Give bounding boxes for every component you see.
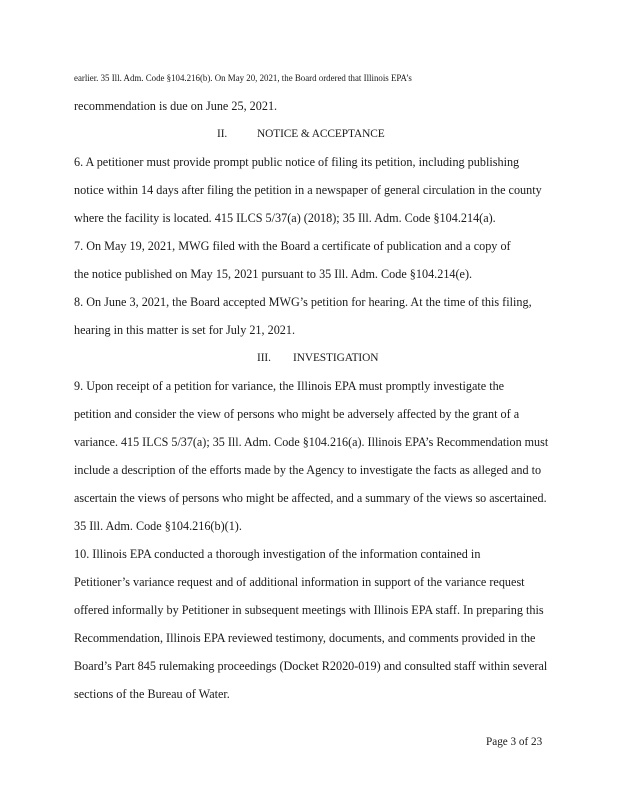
paragraph-line: 6. A petitioner must provide prompt public notice of filing its petition, including publishing <box>74 155 520 169</box>
paragraph-line: notice within 14 days after filing the petition in a newspaper of general circulation in the county <box>74 183 542 197</box>
paragraph-line: petition and consider the view of persons who might be adversely affected by the grant of a <box>74 407 520 421</box>
paragraph-line: 35 Ill. Adm. Code §104.216(b)(1). <box>74 519 242 533</box>
section-numeral: II. <box>217 128 228 140</box>
paragraph-line: ascertain the views of persons who might be affected, and a summary of the views so ascertained. <box>74 491 547 505</box>
paragraph-line: sections of the Bureau of Water. <box>74 687 230 701</box>
paragraph-line: the notice published on May 15, 2021 pursuant to 35 Ill. Adm. Code §104.214(e). <box>74 267 473 281</box>
section-heading-notice-acceptance <box>217 126 385 142</box>
paragraph-line: Board’s Part 845 rulemaking proceedings (Docket R2020-019) and consulted staff within several <box>74 659 548 673</box>
section-numeral: III. <box>257 352 271 364</box>
intro-line: earlier. 35 Ill. Adm. Code §104.216(b). On May 20, 2021, the Board ordered that Illinois EPA’s <box>74 73 412 83</box>
paragraph-line: include a description of the efforts made by the Agency to investigate the facts as alleged and to <box>74 463 542 477</box>
paragraph-line: Recommendation, Illinois EPA reviewed testimony, documents, and comments provided in the <box>74 631 536 645</box>
intro-line: recommendation is due on June 25, 2021. <box>74 99 278 113</box>
paragraph-line: hearing in this matter is set for July 21, 2021. <box>74 323 296 337</box>
paragraph-line: where the facility is located. 415 ILCS 5/37(a) (2018); 35 Ill. Adm. Code §104.214(a). <box>74 211 496 225</box>
section-title: INVESTIGATION <box>293 352 379 364</box>
paragraph-line: Petitioner’s variance request and of additional information in support of the variance request <box>74 575 525 589</box>
page-number: Page 3 of 23 <box>486 736 543 748</box>
paragraph-line: offered informally by Petitioner in subsequent meetings with Illinois EPA staff. In preparing this <box>74 603 544 617</box>
paragraph-line: 10. Illinois EPA conducted a thorough investigation of the information contained in <box>74 547 481 561</box>
paragraph-line: 9. Upon receipt of a petition for variance, the Illinois EPA must promptly investigate the <box>74 379 505 393</box>
paragraph-line: 7. On May 19, 2021, MWG filed with the Board a certificate of publication and a copy of <box>74 239 511 253</box>
section-heading-investigation <box>257 350 378 366</box>
paragraph-line: variance. 415 ILCS 5/37(a); 35 Ill. Adm. Code §104.216(a). Illinois EPA’s Recommendation must <box>74 435 549 449</box>
paragraph-line: 8. On June 3, 2021, the Board accepted MWG’s petition for hearing. At the time of this filing, <box>74 295 532 309</box>
section-title: NOTICE & ACCEPTANCE <box>257 128 385 140</box>
